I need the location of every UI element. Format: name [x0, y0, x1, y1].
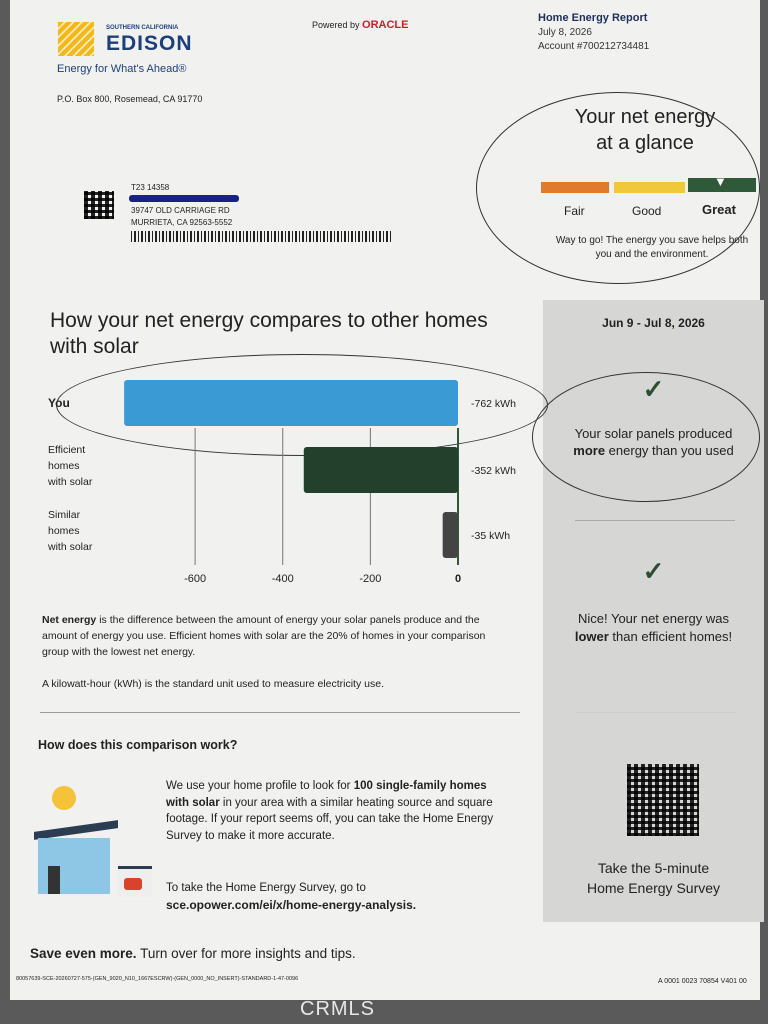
- survey-url[interactable]: sce.opower.com/ei/x/home-energy-analysis.: [166, 898, 417, 912]
- checkmark-icon: ✓: [642, 556, 665, 586]
- account-number: Account #700212734481: [538, 41, 650, 52]
- report-page: [10, 0, 760, 1000]
- postal-barcode-icon: [131, 231, 393, 242]
- survey-qr-code-icon[interactable]: [627, 764, 699, 836]
- comparison-heading: How your net energy compares to other homes with solar: [50, 309, 488, 358]
- brand-tagline: Energy for What's Ahead®: [57, 63, 187, 75]
- level-pointer-icon: ▼: [714, 174, 727, 189]
- sidebar-circle: [532, 372, 760, 502]
- divider: [40, 712, 520, 713]
- divider: [575, 712, 735, 713]
- redaction-mark: [129, 195, 239, 202]
- recipient-city: MURRIETA, CA 92563-5552: [131, 218, 233, 227]
- edison-logo-icon: [58, 22, 94, 56]
- survey-callout: Take the 5-minute Home Energy Survey: [586, 860, 721, 896]
- solar-message: Your solar panels produced more energy than you used: [573, 426, 734, 458]
- how-paragraph: We use your home profile to look for 100 single-family homes with solar in your area with a similar heating source and square footage. If your report seems off, you can take the Home Energy Survey to make it more accurate.: [166, 780, 494, 842]
- how-heading: How does this comparison work?: [38, 738, 238, 752]
- bar-value-label: -762 kWh: [471, 398, 516, 410]
- recipient-code: T23 14358: [131, 183, 170, 192]
- report-date: July 8, 2026: [538, 27, 592, 38]
- oracle-logo: ORACLE: [362, 19, 409, 31]
- category-label: Similar homes with solar: [48, 509, 93, 553]
- net-energy-note: Net energy is the difference between the amount of energy your solar panels produce and the amount of energy you use. Efficient homes with solar are the 20% of homes in your comparison group with the lowest net energy.: [42, 614, 486, 658]
- divider: [575, 520, 735, 521]
- category-label: Efficient homes with solar: [48, 444, 93, 488]
- x-tick-label: -200: [359, 573, 382, 585]
- sun-icon: [52, 786, 76, 810]
- category-label: You: [48, 396, 70, 410]
- survey-instruction: To take the Home Energy Survey, go to: [166, 882, 366, 894]
- report-title: Home Energy Report: [538, 12, 648, 24]
- checkmark-icon: ✓: [642, 374, 665, 404]
- powered-by: Powered by ORACLE: [312, 19, 409, 31]
- x-tick-label: -400: [271, 573, 294, 585]
- footer-message: Save even more. Turn over for more insights and tips.: [30, 946, 356, 961]
- footer-code-left: 80057639-SCE-20260727-575-(GEN_9020_N10_1667ESCRW)-(GEN_0000_NO_INSERT)-STANDARD-1-47-0096: [16, 976, 299, 982]
- glance-message: Way to go! The energy you save helps both you and the environment.: [555, 235, 749, 260]
- x-tick-label: -600: [184, 573, 207, 585]
- bar-value-label: -352 kWh: [471, 465, 516, 477]
- kwh-note: A kilowatt-hour (kWh) is the standard unit used to measure electricity use.: [42, 678, 384, 690]
- bar-0: [124, 380, 458, 426]
- bar-2: [443, 512, 458, 558]
- period-label: Jun 9 - Jul 8, 2026: [602, 316, 705, 330]
- x-tick-label: 0: [454, 573, 462, 585]
- bar-value-label: -35 kWh: [471, 530, 511, 542]
- level-bar-fair: [541, 182, 609, 193]
- glance-title: Your net energy at a glance: [574, 106, 716, 154]
- level-good-label: Good: [632, 204, 662, 218]
- comparison-message: Nice! Your net energy was lower than efficient homes!: [574, 611, 733, 644]
- comparison-chart: [40, 370, 520, 590]
- footer-code-right: A 0001 0023 70854 V401 00: [658, 978, 747, 985]
- brand-name: EDISON: [106, 32, 193, 55]
- level-great-label: Great: [702, 202, 736, 217]
- car-icon: [124, 878, 142, 890]
- return-address: P.O. Box 800, Rosemead, CA 91770: [57, 94, 203, 104]
- house-icon: [34, 826, 118, 896]
- level-fair-label: Fair: [564, 204, 585, 218]
- barcode-2d-icon: [84, 191, 114, 219]
- watermark: CRMLS: [300, 998, 376, 1020]
- level-bar-good: [614, 182, 685, 193]
- bar-1: [304, 447, 458, 493]
- recipient-street: 39747 OLD CARRIAGE RD: [131, 206, 230, 215]
- brand-small: SOUTHERN CALIFORNIA: [106, 25, 179, 31]
